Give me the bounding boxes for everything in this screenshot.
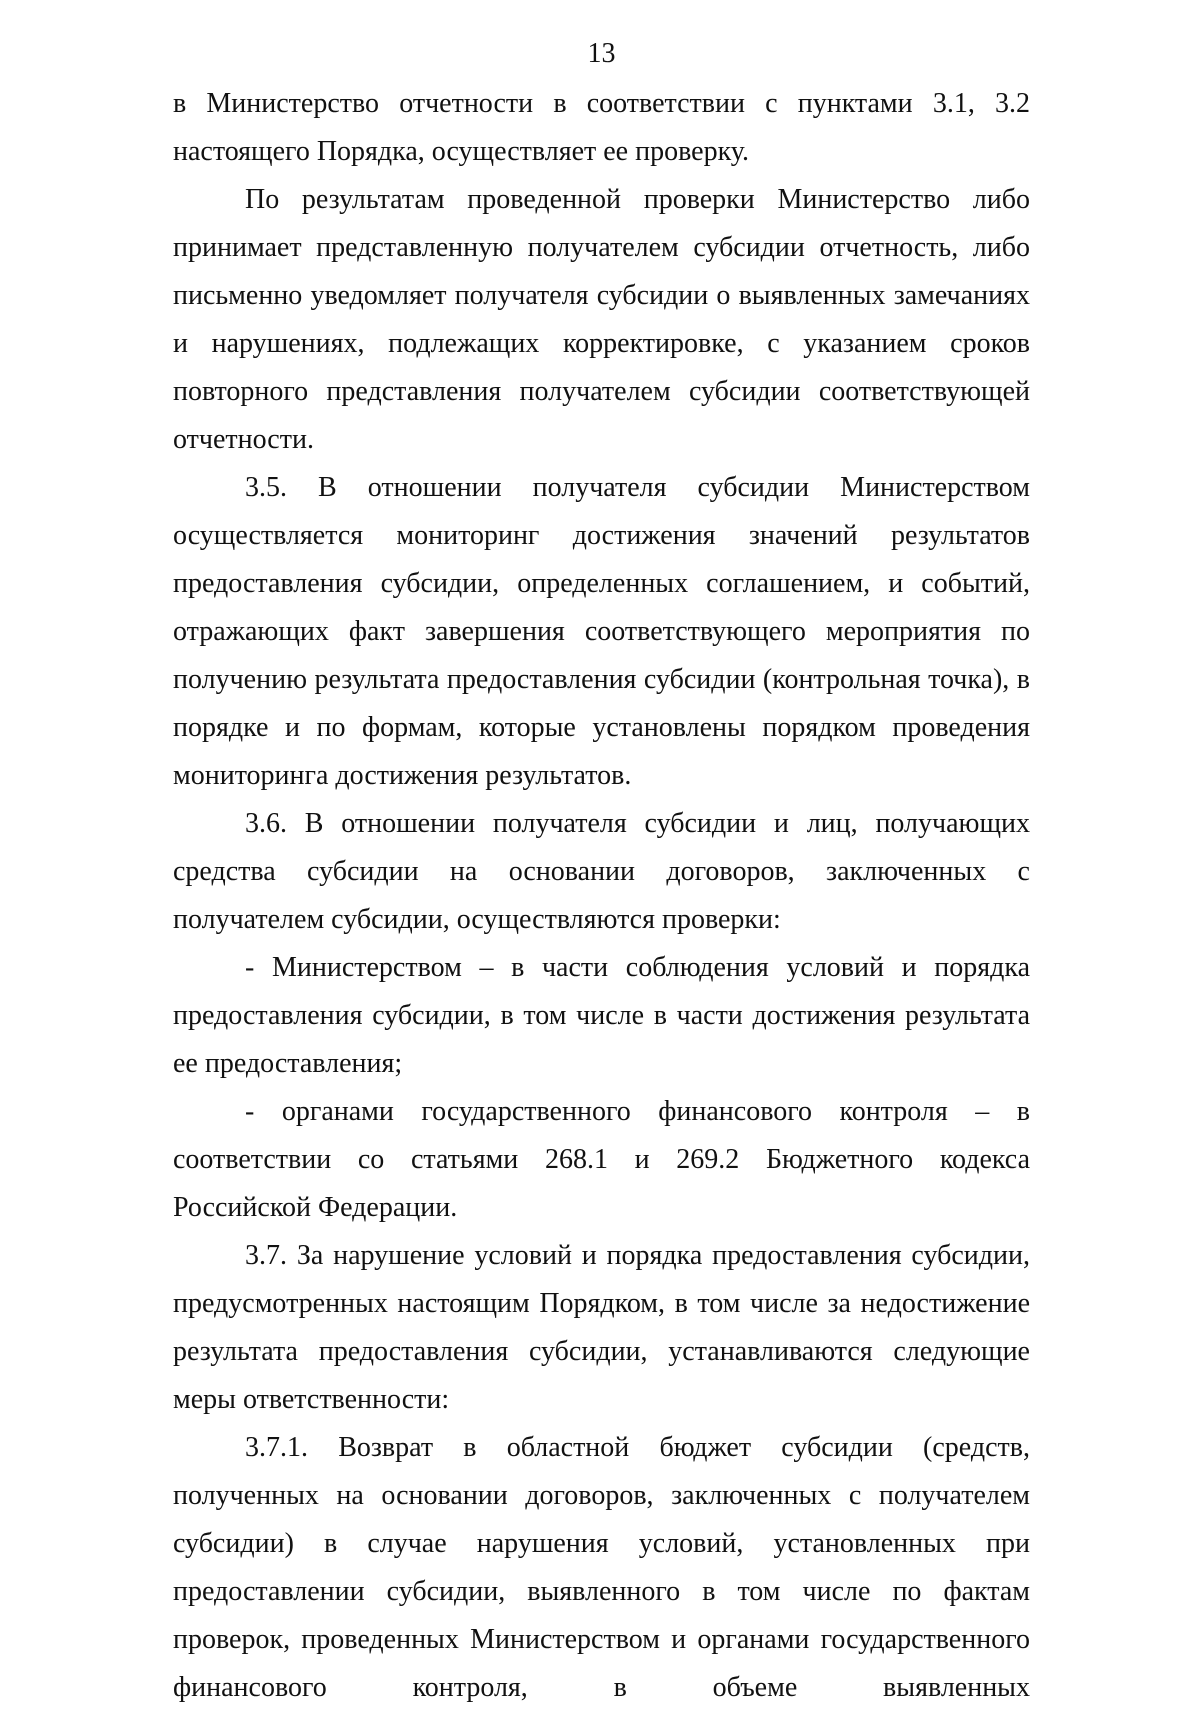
paragraph-review-results: По результатам проведенной проверки Министерство либо принимает представленную получателем субсидии отчетность, либо письменно уведомляет получателя субсидии о выявленных замечаниях и нарушениях, подлежащих корректировке, с указанием сроков повторного представления получателем субсидии соответствующей отчетности. bbox=[173, 184, 1030, 455]
list-item-financial-control: - органами государственного финансового контроля – в соответствии со статьями 268.1 и 269.2 Бюджетного кодекса Российской Федерации. bbox=[173, 1096, 1030, 1223]
paragraph-3-7: 3.7. За нарушение условий и порядка предоставления субсидии, предусмотренных настоящим Порядком, в том числе за недостижение результата предоставления субсидии, устанавливаются следующие меры ответственности: bbox=[173, 1240, 1030, 1415]
page-number: 13 bbox=[587, 38, 616, 69]
paragraph-3-7-1: 3.7.1. Возврат в областной бюджет субсидии (средств, полученных на основании договоров, заключенных с получателем субсидии) в случае нарушения условий, установленных при предоставлении субсидии, выявленного в том числе по фактам проверок, проведенных Министерством и органами государственного финансового контроля, в объеме выявленных bbox=[173, 1432, 1030, 1703]
list-item-ministry: - Министерством – в части соблюдения условий и порядка предоставления субсидии, в том числе в части достижения результата ее предоставления; bbox=[173, 952, 1030, 1079]
paragraph-3-6: 3.6. В отношении получателя субсидии и лиц, получающих средства субсидии на основании договоров, заключенных с получателем субсидии, осуществляются проверки: bbox=[173, 808, 1030, 935]
paragraph-3-5: 3.5. В отношении получателя субсидии Министерством осуществляется мониторинг достижения значений результатов предоставления субсидии, определенных соглашением, и событий, отражающих факт завершения соответствующего мероприятия по получению результата предоставления субсидии (контрольная точка), в порядке и по формам, которые установлены порядком проведения мониторинга достижения результатов. bbox=[173, 472, 1030, 791]
paragraph-intro: в Министерство отчетности в соответствии с пунктами 3.1, 3.2 настоящего Порядка, осуществляет ее проверку. bbox=[173, 88, 1030, 167]
